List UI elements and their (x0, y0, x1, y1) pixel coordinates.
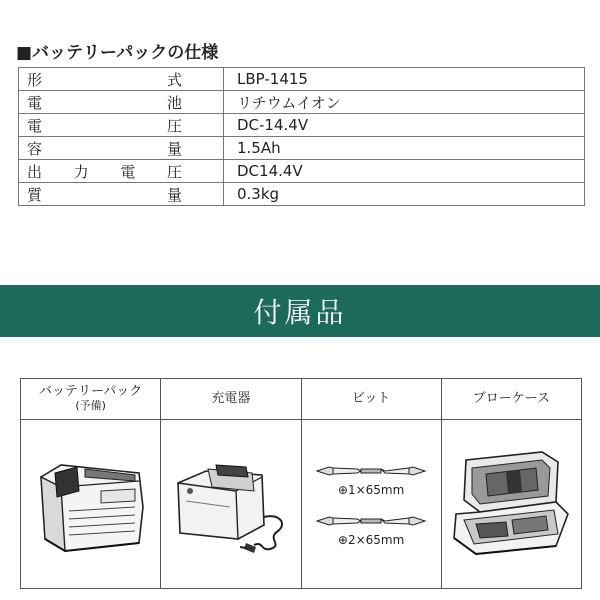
battery-pack-illustration (31, 447, 151, 557)
spec-label: 容 (27, 139, 43, 158)
spec-label: 電 (27, 116, 43, 135)
spec-label: 電 (27, 93, 43, 112)
accessories-header-row (21, 379, 582, 420)
spec-row (19, 183, 585, 206)
spec-row (19, 137, 585, 160)
spec-heading: ■バッテリーパックの仕様 (16, 43, 219, 63)
spec-table (18, 67, 585, 206)
spec-row (19, 68, 585, 91)
bit-1-label: ⊕1×65mm (337, 483, 405, 497)
spec-row (19, 114, 585, 137)
battery-name: バッテリーパック (38, 384, 143, 400)
spec-value: DC-14.4V (224, 114, 585, 137)
spec-label: 電 (120, 162, 136, 181)
spec-row (19, 160, 585, 183)
battery-note: (予備) (75, 399, 106, 413)
spec-value: LBP-1415 (224, 68, 585, 91)
bit-2-label: ⊕2×65mm (337, 533, 405, 547)
spec-label: 圧 (166, 116, 182, 135)
spec-label: 池 (166, 93, 182, 112)
blow-case-illustration (446, 442, 576, 562)
spec-label: 出 (27, 162, 43, 181)
spec-label: 力 (73, 162, 89, 181)
accessories-image-row (21, 420, 582, 589)
spec-label: 量 (166, 139, 182, 158)
spec-label: 式 (166, 70, 182, 89)
spec-value: リチウムイオン (224, 91, 585, 114)
spec-value: 1.5Ah (224, 137, 585, 160)
spec-row (19, 91, 585, 114)
bit-2-illustration (311, 511, 431, 531)
banner-title: 付属品 (253, 296, 347, 329)
charger-name: 充電器 (161, 379, 301, 420)
spec-label: 量 (166, 185, 182, 204)
spec-label: 形 (27, 70, 43, 89)
spec-label: 圧 (166, 162, 182, 181)
accessories-table (20, 378, 582, 589)
spec-value: 0.3kg (224, 183, 585, 206)
bit-1-illustration (311, 461, 431, 481)
spec-value: DC14.4V (224, 160, 585, 183)
charger-illustration (166, 447, 296, 557)
accessories-banner (0, 285, 600, 337)
bits-name: ビット (301, 379, 441, 420)
case-name: ブローケース (441, 379, 581, 420)
spec-label: 質 (27, 185, 43, 204)
